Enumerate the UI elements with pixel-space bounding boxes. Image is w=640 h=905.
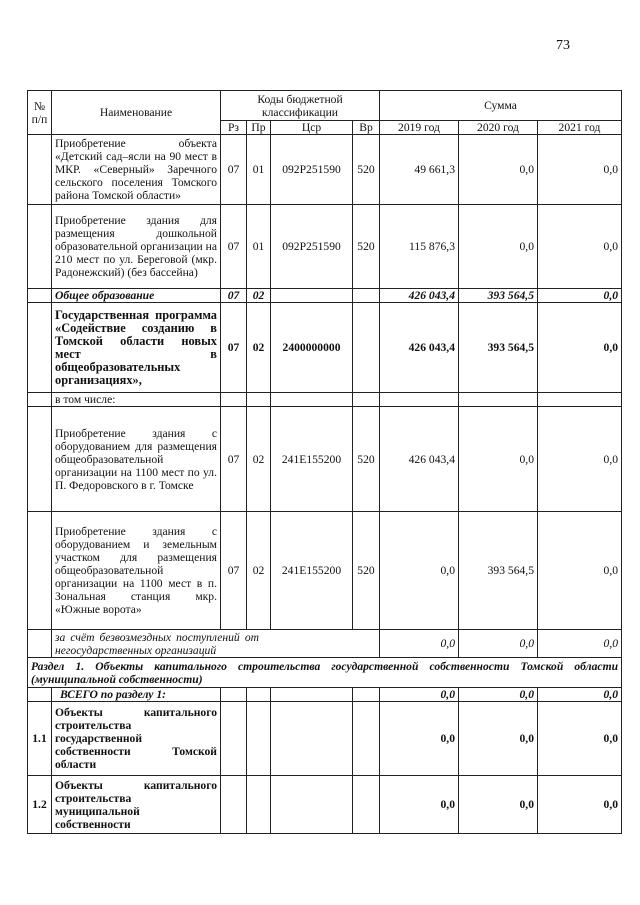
header-2019: 2019 год xyxy=(380,121,459,135)
header-codes: Коды бюджетной классификации xyxy=(221,91,380,121)
table-row: Приобретение здания с оборудованием и земельным участком для размещения общеобразовательной организации на 1100 мест в п. Зональная станция мкр. «Южные ворота» 07 02 241Е155200 520 0,0 393 564,5 0,0 xyxy=(28,512,622,630)
table-row: Приобретение здания для размещения дошкольной образовательной организации на 210 мест по ул. Береговой (мкр. Радонежский) (без бассейна) 07 01 092Р251590 520 115 876,3 0,0 0,0 xyxy=(28,205,622,289)
header-name: Наименование xyxy=(52,91,221,135)
row-name: за счёт безвозмездных поступлений от негосударственных организаций xyxy=(52,630,380,658)
row-num: 1.2 xyxy=(28,776,52,834)
table-row: ВСЕГО по разделу 1: 0,0 0,0 0,0 xyxy=(28,688,622,702)
row-name: в том числе: xyxy=(52,393,221,407)
row-name: Государственная программа «Содействие созданию в Томской области новых мест в общеобразовательных организациях», xyxy=(52,303,221,393)
header-csr: Цср xyxy=(271,121,353,135)
table-row: Приобретение объекта «Детский сад–ясли на 90 мест в МКР. «Северный» Заречного сельского поселения Томского района Томской области» 07 01 092Р251590 520 49 661,3 0,0 0,0 xyxy=(28,135,622,205)
header-2021: 2021 год xyxy=(538,121,622,135)
table-row: за счёт безвозмездных поступлений от негосударственных организаций 0,0 0,0 0,0 xyxy=(28,630,622,658)
row-name: Приобретение здания с оборудованием и земельным участком для размещения общеобразовательной организации на 1100 мест в п. Зональная станция мкр. «Южные ворота» xyxy=(52,512,221,630)
header-row-1 xyxy=(28,91,622,121)
row-name: Приобретение здания с оборудованием для размещения общеобразовательной организации на 1100 мест по ул. П. Федоровского в г. Томске xyxy=(52,407,221,512)
table-row: Государственная программа «Содействие созданию в Томской области новых мест в общеобразовательных организациях», 07 02 2400000000 426 043,4 393 564,5 0,0 xyxy=(28,303,622,393)
header-num: № п/п xyxy=(28,91,52,135)
row-name: ВСЕГО по разделу 1: xyxy=(52,688,221,702)
row-name: Приобретение объекта «Детский сад–ясли на 90 мест в МКР. «Северный» Заречного сельского поселения Томского района Томской области» xyxy=(52,135,221,205)
header-2020: 2020 год xyxy=(459,121,538,135)
table-row: Приобретение здания с оборудованием для размещения общеобразовательной организации на 1100 мест по ул. П. Федоровского в г. Томске 07 02 241Е155200 520 426 043,4 0,0 0,0 xyxy=(28,407,622,512)
header-sum: Сумма xyxy=(380,91,622,121)
row-name: Общее образование xyxy=(52,289,221,303)
page-number: 73 xyxy=(556,38,570,53)
row-name: Приобретение здания для размещения дошкольной образовательной организации на 210 мест по ул. Береговой (мкр. Радонежский) (без бассейна) xyxy=(52,205,221,289)
table-row: Общее образование 07 02 426 043,4 393 564,5 0,0 xyxy=(28,289,622,303)
header-rz: Рз xyxy=(221,121,247,135)
row-name: Объекты капитального строительства муниципальной собственности xyxy=(52,776,221,834)
section-title: Раздел 1. Объекты капитального строительства государственной собственности Томской области (муниципальной собственности) xyxy=(28,658,622,688)
row-name: Объекты капитального строительства государственной собственности Томской области xyxy=(52,702,221,776)
budget-table xyxy=(27,90,622,834)
table-row: 1.2 Объекты капитального строительства муниципальной собственности 0,0 0,0 0,0 xyxy=(28,776,622,834)
header-pr: Пр xyxy=(247,121,271,135)
table-row: 1.1 Объекты капитального строительства государственной собственности Томской области 0,0 0,0 0,0 xyxy=(28,702,622,776)
header-vr: Вр xyxy=(353,121,380,135)
row-num: 1.1 xyxy=(28,702,52,776)
table-row xyxy=(28,393,622,407)
section-row xyxy=(28,658,622,688)
